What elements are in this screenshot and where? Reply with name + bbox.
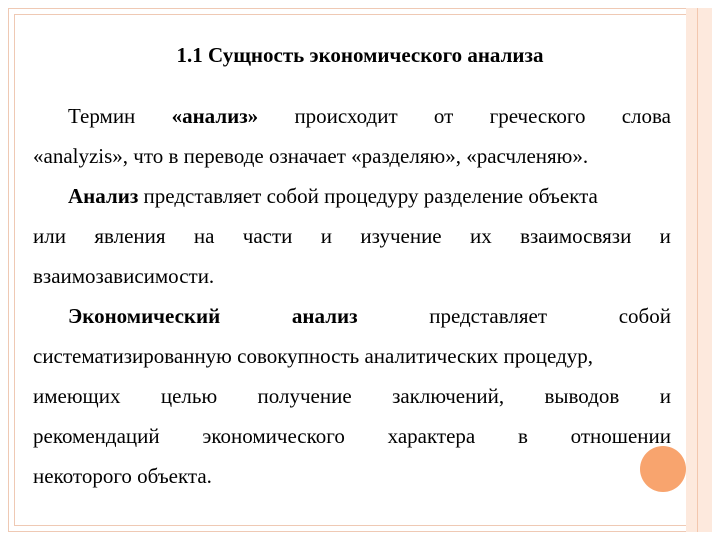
word-bold: Экономический	[68, 304, 221, 328]
word: представляет	[429, 304, 548, 328]
word: и	[659, 384, 671, 408]
word: слова	[621, 104, 671, 128]
word: их	[469, 224, 492, 248]
paragraph-3-line-2: систематизированную совокупность аналитических процедур,	[33, 344, 594, 368]
word: явления	[94, 224, 166, 248]
decorative-side-band	[686, 8, 712, 532]
word-bold: анализ	[291, 304, 358, 328]
paragraph-1-line-1	[33, 101, 671, 131]
paragraph-3-line-4	[33, 421, 671, 451]
word: происходит	[294, 104, 398, 128]
word: греческого	[489, 104, 586, 128]
paragraph-1-line-2: «analyzis», что в переводе означает «разделяю», «расчленяю».	[33, 144, 589, 168]
word: изучение	[360, 224, 442, 248]
word-bold: «анализ»	[171, 104, 259, 128]
word: в	[517, 424, 528, 448]
word: целью	[160, 384, 218, 408]
word: взаимосвязи	[520, 224, 632, 248]
word: Термин	[68, 104, 136, 128]
line-text: представляет собой процедуру разделение объекта	[138, 184, 598, 208]
word: имеющих	[33, 384, 121, 408]
paragraph-2-line-2	[33, 221, 671, 251]
word: характера	[387, 424, 476, 448]
paragraph-3-line-5: некоторого объекта.	[33, 464, 212, 488]
slide-title: 1.1 Сущность экономического анализа	[176, 43, 544, 67]
paragraph-3-line-1	[33, 301, 671, 331]
paragraph-2-line-3: взаимозависимости.	[33, 264, 215, 288]
word: получение	[257, 384, 352, 408]
word: части	[242, 224, 293, 248]
word: отношении	[570, 424, 671, 448]
word: выводов	[544, 384, 620, 408]
word: на	[193, 224, 215, 248]
word: и	[659, 224, 671, 248]
word: от	[433, 104, 454, 128]
word: заключений,	[392, 384, 505, 408]
word: и	[320, 224, 333, 248]
paragraph-2-line-1	[33, 181, 671, 211]
bold-term: Анализ	[68, 184, 139, 208]
word: экономического	[202, 424, 345, 448]
word: рекомендаций	[33, 424, 160, 448]
word: или	[33, 224, 66, 248]
paragraph-3-line-3	[33, 381, 671, 411]
decorative-side-line	[697, 8, 698, 532]
word: собой	[618, 304, 671, 328]
